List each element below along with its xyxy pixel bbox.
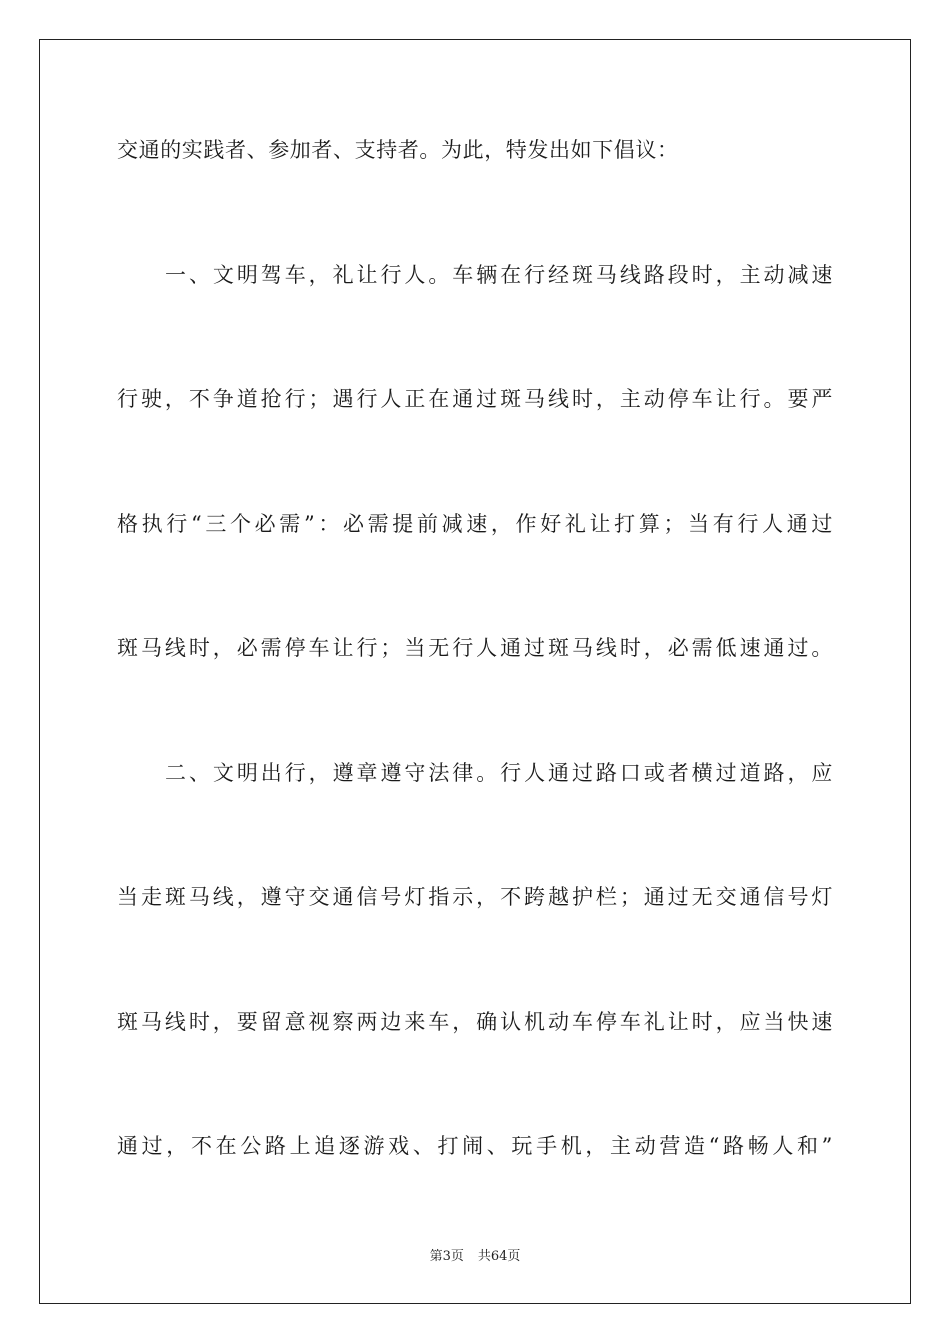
paragraph-line: 一、文明驾车，礼让行人。车辆在行经斑马线路段时，主动减速 (165, 263, 833, 287)
page-number: 第3页 (429, 1249, 464, 1264)
page-footer (0, 1248, 950, 1266)
paragraph-line: 斑马线时，必需停车让行；当无行人通过斑马线时，必需低速通过。 (117, 636, 833, 660)
paragraph-line: 行驶，不争道抢行；遇行人正在通过斑马线时，主动停车让行。要严 (117, 387, 833, 411)
paragraph-line: 二、文明出行，遵章遵守法律。行人通过路口或者横过道路，应 (165, 761, 833, 785)
paragraph-line: 格执行“三个必需”：必需提前减速，作好礼让打算；当有行人通过 (117, 512, 833, 536)
page-border (39, 39, 911, 1304)
paragraph-line: 交通的实践者、参加者、支持者。为此，特发出如下倡议： (117, 138, 679, 162)
paragraph-line: 斑马线时，要留意视察两边来车，确认机动车停车礼让时，应当快速 (117, 1010, 833, 1034)
paragraph-line: 通过，不在公路上追逐游戏、打闹、玩手机，主动营造“路畅人和” (117, 1134, 833, 1158)
paragraph-line: 当走斑马线，遵守交通信号灯指示，不跨越护栏；通过无交通信号灯 (117, 885, 833, 909)
page-total: 共64页 (477, 1249, 521, 1264)
